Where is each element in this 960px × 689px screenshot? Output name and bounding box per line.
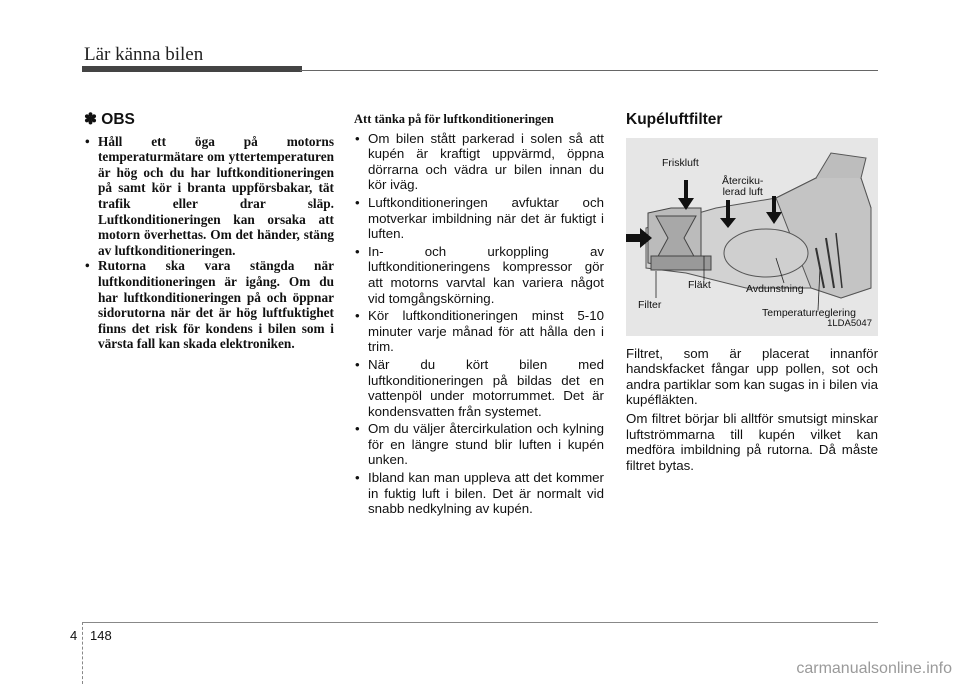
ac-tips-list xyxy=(354,131,604,517)
obs-column xyxy=(84,112,334,352)
ac-tips-heading: Att tänka på för luftkonditioneringen xyxy=(354,112,554,126)
ac-tips-column xyxy=(354,112,604,519)
ac-tip-item: • Ibland kan man uppleva att det kommer in fuktig luft i bilen. Det är normalt vid snabb nedkylning av kupén. xyxy=(354,470,604,517)
cabin-filter-column xyxy=(626,112,878,473)
footer-rule xyxy=(82,622,878,623)
fresh-air-label: Friskluft xyxy=(662,156,699,169)
temperature-control-label: Temperaturreglering xyxy=(762,306,856,319)
header-bar xyxy=(82,66,302,72)
cabin-filter-illustration xyxy=(626,138,878,336)
obs-list xyxy=(84,134,334,352)
filter-paragraph: Om filtret börjar bli alltför smutsigt minskar luftströmmarna till kupén vilket kan medföra imbildning på rutorna. Då måste filtret bytas. xyxy=(626,410,878,473)
obs-item: • Rutorna ska vara stängda när luftkonditioneringen är igång. Om du har luftkonditioneringen på och öppnar sidorutorna när det är hög luftfuktighet finns det risk för kondens i bilen som i värsta fall kan skada elektroniken. xyxy=(84,258,334,352)
ac-tip-item: • Luftkonditioneringen avfuktar och motverkar imbildning när det är fuktigt i luften. xyxy=(354,195,604,242)
ac-tip-item: • Kör luftkonditioneringen minst 5-10 minuter varje månad för att hålla den i trim. xyxy=(354,308,604,355)
obs-item: • Håll ett öga på motorns temperaturmätare om yttertemperaturen är hög och du har luftkonditioneringen på samt kör i branta uppförsbakar, tät trafik eller drar släp. Luftkonditioneringen kan orsaka att motorn överhettas. Om det händer, stäng av luftkonditioneringen. xyxy=(84,134,334,259)
obs-title: ✽ OBS xyxy=(84,111,135,128)
ac-tip-item: • Om du väljer återcirkulation och kylning för en längre stund blir luften i kupén unken. xyxy=(354,421,604,468)
fan-label: Fläkt xyxy=(688,278,711,291)
recirculated-air-label: Återciku- lerad luft xyxy=(722,174,764,198)
ac-tip-item: • När du kört bilen med luftkonditioneringen på bildas det en vattenpöl under motorrummet. Det är kondensvatten från systemet. xyxy=(354,357,604,419)
filter-paragraph: Filtret, som är placerat innanför handskfacket fångar upp pollen, sot och andra partiklar som kan sugas in i bilen via kupéfläkten. xyxy=(626,345,878,408)
header-rule xyxy=(300,70,878,71)
ac-tip-item: • In- och urkoppling av luftkonditioneringens kompressor gör att motorns varvtal kan variera något vid tomgångskörning. xyxy=(354,244,604,306)
watermark[interactable]: carmanualsonline.info xyxy=(796,660,952,677)
section-title: Kupéluftfilter xyxy=(626,111,723,128)
filter-label: Filter xyxy=(638,298,662,311)
page-number: 148 xyxy=(90,628,112,643)
running-header: Lär känna bilen xyxy=(84,44,204,65)
figure-code: 1LDA5047 xyxy=(827,318,872,329)
evaporator-label: Avdunstning xyxy=(746,282,804,295)
footer-divider xyxy=(82,622,83,684)
chapter-number: 4 xyxy=(70,628,78,643)
ac-tip-item: • Om bilen stått parkerad i solen så att kupén är kraftigt uppvärmd, öppna dörrarna och vädra ur bilen innan du kör iväg. xyxy=(354,131,604,193)
